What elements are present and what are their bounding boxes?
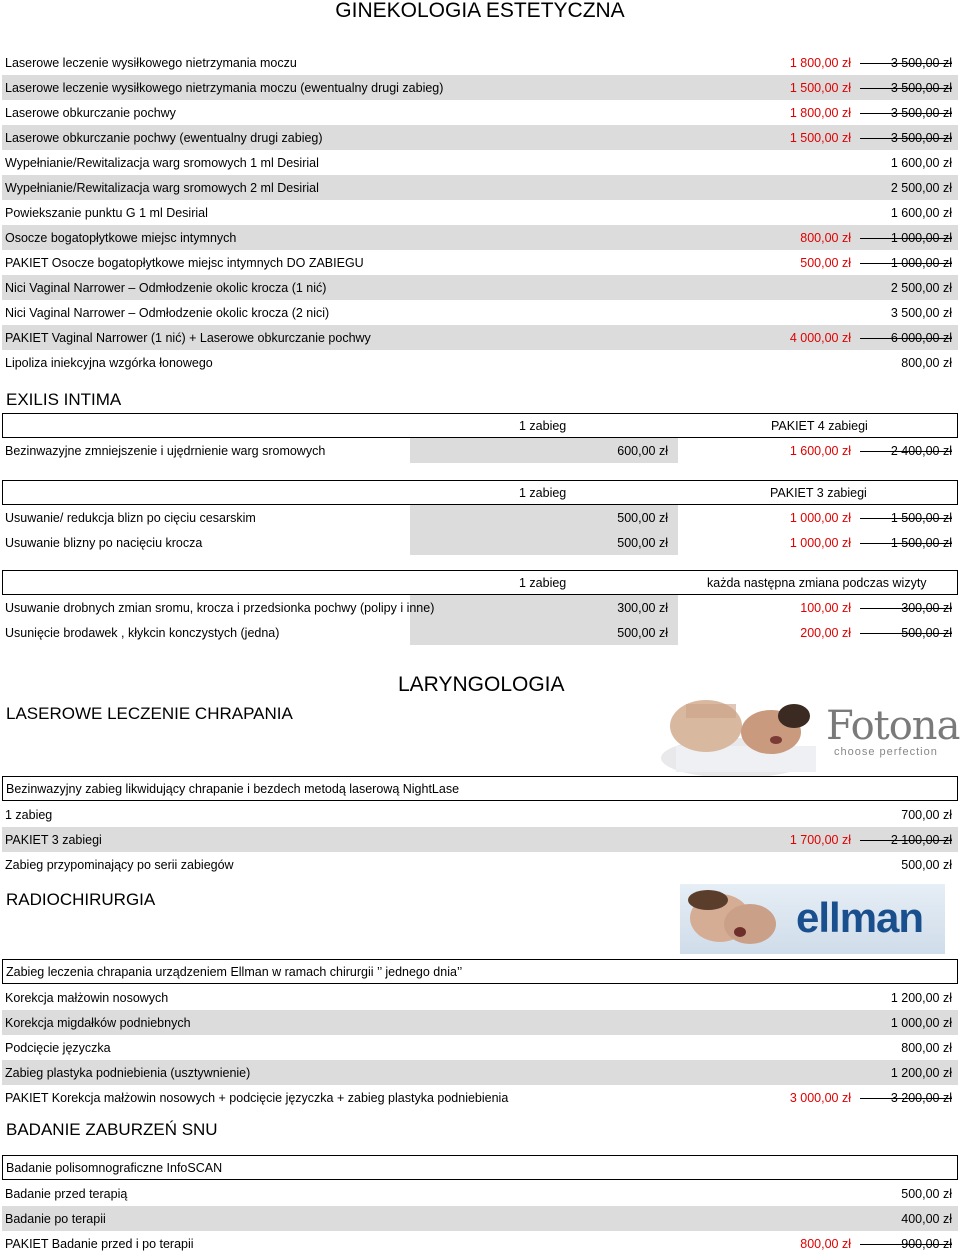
- service-name: PAKIET Badanie przed i po terapii: [5, 1237, 194, 1251]
- service-name: Nici Vaginal Narrower – Odmłodzenie okolic krocza (2 nici): [5, 306, 330, 320]
- radiochirurgia-title: RADIOCHIRURGIA: [6, 890, 156, 909]
- promo-price: 1 800,00 zł: [789, 56, 851, 70]
- promo-price: 100,00 zł: [800, 601, 851, 615]
- price-row: [2, 505, 958, 530]
- regular-price-crossed: 2 100,00 zł: [890, 833, 952, 847]
- price-row: [2, 75, 958, 100]
- single-price: 500,00 zł: [617, 511, 668, 525]
- ellman-header-text: Zabieg leczenia chrapania urządzeniem Ellman w ramach chirurgii ’’ jednego dnia’’: [6, 965, 463, 979]
- sleep-study-title: BADANIE ZABURZEŃ SNU: [6, 1120, 218, 1139]
- promo-price: 1 800,00 zł: [789, 106, 851, 120]
- ellman-image: [680, 884, 945, 954]
- regular-price-crossed: 500,00 zł: [901, 626, 952, 640]
- col-single-label: 1 zabieg: [519, 486, 567, 500]
- price-row: [2, 802, 958, 827]
- service-name: Badanie przed terapią: [5, 1187, 128, 1201]
- service-name: Podcięcie języczka: [5, 1041, 111, 1055]
- ellman-logo: ellman: [796, 894, 924, 941]
- service-name: Korekcja migdałków podniebnych: [5, 1016, 191, 1030]
- service-name: Usuwanie blizny po nacięciu krocza: [5, 536, 203, 550]
- ellman-header: [2, 959, 958, 984]
- col-next-label: każda następna zmiana podczas wizyty: [707, 576, 927, 590]
- service-name: Usuwanie drobnych zmian sromu, krocza i przedsionka pochwy (polipy i inne): [5, 601, 435, 615]
- promo-price: 200,00 zł: [800, 626, 851, 640]
- service-name: PAKIET Osocze bogatopłytkowe miejsc intymnych DO ZABIEGU: [5, 256, 364, 270]
- service-name: PAKIET Korekcja małżowin nosowych + podcięcie języczka + zabieg plastyka podniebienia: [5, 1091, 509, 1105]
- price-row: [2, 438, 958, 463]
- single-price: 600,00 zł: [617, 444, 668, 458]
- promo-price: 1 000,00 zł: [789, 536, 851, 550]
- page-title: GINEKOLOGIA ESTETYCZNA: [335, 0, 625, 22]
- price-row: [2, 852, 958, 877]
- nightlase-header-text: Bezinwazyjny zabieg likwidujący chrapanie i bezdech metodą laserową NightLase: [6, 782, 460, 796]
- price-row: [2, 225, 958, 250]
- regular-price: 800,00 zł: [901, 356, 952, 370]
- service-name: Nici Vaginal Narrower – Odmłodzenie okolic krocza (1 nić): [5, 281, 327, 295]
- regular-price-crossed: 3 500,00 zł: [890, 131, 952, 145]
- promo-price: 800,00 zł: [800, 231, 851, 245]
- price-row: [2, 125, 958, 150]
- nightlase-header: [2, 776, 958, 801]
- regular-price: 3 500,00 zł: [890, 306, 952, 320]
- price-row: [2, 100, 958, 125]
- promo-price: 4 000,00 zł: [789, 331, 851, 345]
- promo-price: 1 500,00 zł: [789, 81, 851, 95]
- price-row: [2, 985, 958, 1010]
- service-name: Laserowe obkurczanie pochwy (ewentualny drugi zabieg): [5, 131, 323, 145]
- price-row: [2, 50, 958, 75]
- exilis-header-1: [2, 413, 958, 438]
- single-price: 500,00 zł: [617, 626, 668, 640]
- price-row: [2, 827, 958, 852]
- price-row: [2, 200, 958, 225]
- regular-price: 1 600,00 zł: [890, 206, 952, 220]
- promo-price: 1 600,00 zł: [789, 444, 851, 458]
- promo-price: 500,00 zł: [800, 256, 851, 270]
- regular-price-crossed: 3 500,00 zł: [890, 81, 952, 95]
- price-row: [2, 1231, 958, 1256]
- col-package-label: PAKIET 3 zabiegi: [770, 486, 867, 500]
- regular-price: 2 500,00 zł: [890, 281, 952, 295]
- promo-price: 1 000,00 zł: [789, 511, 851, 525]
- service-name: PAKIET 3 zabiegi: [5, 833, 102, 847]
- regular-price-crossed: 3 200,00 zł: [890, 1091, 952, 1105]
- price-row: [2, 1060, 958, 1085]
- regular-price-crossed: 2 400,00 zł: [890, 444, 952, 458]
- price-row: [2, 1010, 958, 1035]
- snoring-laser-title: LASEROWE LECZENIE CHRAPANIA: [6, 704, 293, 723]
- regular-price: 400,00 zł: [901, 1212, 952, 1226]
- service-name: Powiekszanie punktu G 1 ml Desirial: [5, 206, 208, 220]
- service-name: Laserowe leczenie wysiłkowego nietrzymania moczu: [5, 56, 297, 70]
- col-package-label: PAKIET 4 zabiegi: [771, 419, 868, 433]
- service-name: Zabieg przypominający po serii zabiegów: [5, 858, 234, 872]
- service-name: Lipoliza iniekcyjna wzgórka łonowego: [5, 356, 213, 370]
- price-row: [2, 250, 958, 275]
- regular-price-crossed: 3 500,00 zł: [890, 56, 952, 70]
- price-row: [2, 350, 958, 375]
- regular-price: 1 200,00 zł: [890, 1066, 952, 1080]
- price-row: [2, 620, 958, 645]
- regular-price-crossed: 900,00 zł: [901, 1237, 952, 1251]
- regular-price: 500,00 zł: [901, 858, 952, 872]
- regular-price-crossed: 1 500,00 zł: [890, 511, 952, 525]
- exilis-header-2: [2, 480, 958, 505]
- col-single-label: 1 zabieg: [519, 419, 567, 433]
- single-price: 500,00 zł: [617, 536, 668, 550]
- single-price: 300,00 zł: [617, 601, 668, 615]
- regular-price: 1 600,00 zł: [890, 156, 952, 170]
- service-name: Wypełnianie/Rewitalizacja warg sromowych 2 ml Desirial: [5, 181, 319, 195]
- service-name: Zabieg plastyka podniebienia (usztywnienie): [5, 1066, 251, 1080]
- price-row: [2, 595, 958, 620]
- service-name: Badanie po terapii: [5, 1212, 106, 1226]
- service-name: Usuwanie/ redukcja blizn po cięciu cesarskim: [5, 511, 256, 525]
- promo-price: 800,00 zł: [800, 1237, 851, 1251]
- regular-price-crossed: 6 000,00 zł: [890, 331, 952, 345]
- service-name: Bezinwazyjne zmniejszenie i ujędrnienie warg sromowych: [5, 444, 326, 458]
- service-name: Osocze bogatopłytkowe miejsc intymnych: [5, 231, 237, 245]
- regular-price: 800,00 zł: [901, 1041, 952, 1055]
- price-row: [2, 1206, 958, 1231]
- regular-price-crossed: 3 500,00 zł: [890, 106, 952, 120]
- regular-price: 1 200,00 zł: [890, 991, 952, 1005]
- exilis-header-3: [2, 570, 958, 595]
- price-row: [2, 325, 958, 350]
- price-row: [2, 1085, 958, 1110]
- price-row: [2, 275, 958, 300]
- service-name: 1 zabieg: [5, 808, 53, 822]
- regular-price-crossed: 1 000,00 zł: [890, 256, 952, 270]
- promo-price: 3 000,00 zł: [789, 1091, 851, 1105]
- col-single-label: 1 zabieg: [519, 576, 567, 590]
- service-name: Wypełnianie/Rewitalizacja warg sromowych 1 ml Desirial: [5, 156, 319, 170]
- fotona-logo: Fotona: [826, 703, 960, 749]
- service-name: Laserowe obkurczanie pochwy: [5, 106, 176, 120]
- exilis-title: EXILIS INTIMA: [6, 390, 122, 409]
- laryngologia-title: LARYNGOLOGIA: [398, 673, 565, 696]
- service-name: Laserowe leczenie wysiłkowego nietrzymania moczu (ewentualny drugi zabieg): [5, 81, 444, 95]
- regular-price: 500,00 zł: [901, 1187, 952, 1201]
- fotona-tagline: choose perfection: [834, 746, 938, 758]
- price-row: [2, 150, 958, 175]
- regular-price-crossed: 1 500,00 zł: [890, 536, 952, 550]
- price-row: [2, 175, 958, 200]
- service-name: Usunięcie brodawek , kłykcin konczystych (jedna): [5, 626, 280, 640]
- service-name: Korekcja małżowin nosowych: [5, 991, 169, 1005]
- regular-price: 1 000,00 zł: [890, 1016, 952, 1030]
- regular-price-crossed: 300,00 zł: [901, 601, 952, 615]
- regular-price: 2 500,00 zł: [890, 181, 952, 195]
- infoscan-header-text: Badanie polisomnograficzne InfoSCAN: [6, 1161, 223, 1175]
- infoscan-header: [2, 1155, 958, 1180]
- service-name: PAKIET Vaginal Narrower (1 nić) + Laserowe obkurczanie pochwy: [5, 331, 371, 345]
- price-row: [2, 300, 958, 325]
- price-row: [2, 1181, 958, 1206]
- regular-price: 700,00 zł: [901, 808, 952, 822]
- price-row: [2, 1035, 958, 1060]
- regular-price-crossed: 1 000,00 zł: [890, 231, 952, 245]
- promo-price: 1 700,00 zł: [789, 833, 851, 847]
- fotona-image: [676, 696, 960, 772]
- price-row: [2, 530, 958, 555]
- promo-price: 1 500,00 zł: [789, 131, 851, 145]
